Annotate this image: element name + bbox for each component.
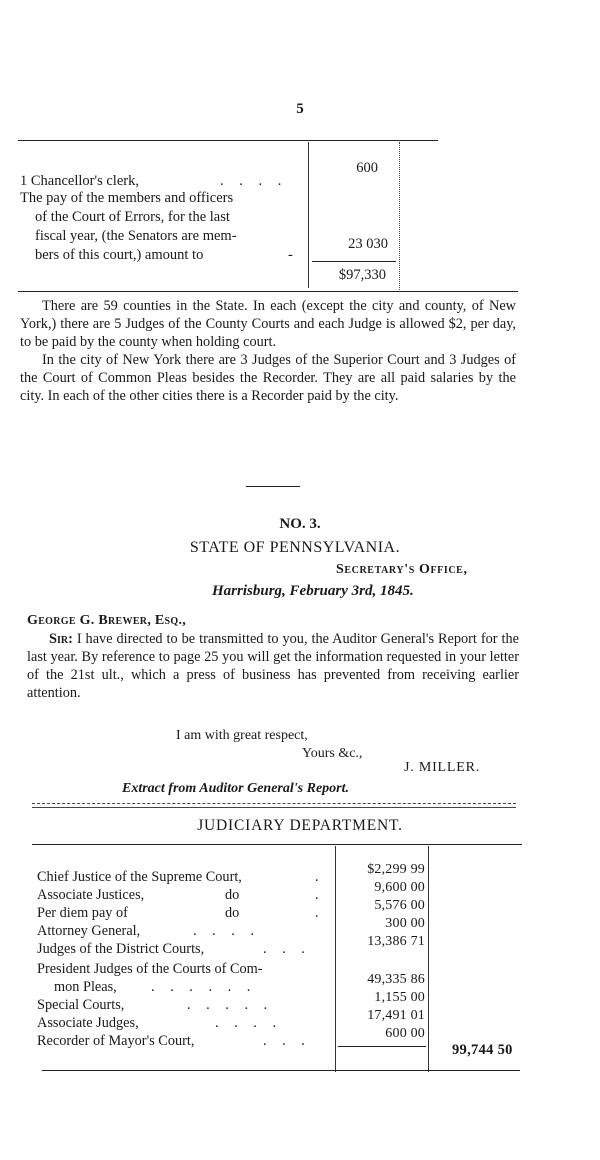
leader-dots: . . . . (193, 923, 261, 939)
row-label-line: fiscal year, (the Senators are mem- (35, 228, 237, 244)
letter-body (27, 630, 519, 702)
row-label: Per diem pay of (37, 905, 128, 921)
leader-dots: . . . . (220, 173, 288, 189)
judiciary-heading: JUDICIARY DEPARTMENT. (197, 817, 403, 834)
ditto-mark: do (225, 905, 240, 921)
leader-dots: . . . . . (187, 997, 274, 1013)
county-judges-text (20, 297, 516, 405)
heading-rule (32, 807, 516, 808)
table-column-dotted-line (399, 142, 400, 290)
leader-dots: . . . (263, 1033, 311, 1049)
table-row (37, 997, 325, 1015)
amount: $2,299 99 (367, 862, 425, 877)
extract-line: Extract from Auditor General's Report. (122, 781, 350, 796)
amount: 9,600 00 (374, 880, 425, 895)
row-label: mon Pleas, (54, 979, 117, 995)
row-label: Special Courts, (37, 997, 125, 1013)
amount: 13,386 71 (367, 934, 425, 949)
total-amount: $97,330 (338, 267, 386, 283)
addressee: George G. Brewer, Esq., (27, 613, 187, 628)
salutation: Sir: (49, 631, 73, 647)
sum-rule (338, 1046, 426, 1047)
bottom-rule (42, 1070, 520, 1071)
amount: 1,155 00 (374, 990, 425, 1005)
amount: 600 (356, 160, 378, 176)
table-row (37, 1015, 325, 1033)
document-number: NO. 3. (279, 516, 321, 532)
row-label: Judges of the District Courts, (37, 941, 205, 957)
leader-dots: . (315, 887, 319, 903)
amount: 300 00 (385, 916, 425, 931)
table-row (37, 923, 325, 941)
place-date: Harrisburg, February 3rd, 1845. (212, 583, 414, 599)
leader-dots: . . . (263, 941, 311, 957)
table-column-line (428, 846, 429, 1072)
page-number: 5 (296, 101, 304, 117)
table-row (20, 189, 310, 265)
amount: 600 00 (385, 1026, 425, 1041)
amount: 23 030 (348, 236, 388, 252)
heading-rule (32, 844, 522, 845)
letter-text: I have directed to be transmitted to you, the Auditor General's Report for the last year. By reference to page 25 you will get the information requested in your letter of the 21st ult., which a press of business has prevented from receiving earlier attention. (27, 631, 519, 701)
leader-dots: . (315, 869, 319, 885)
table-row (37, 1033, 325, 1051)
judiciary-total: 99,744 50 (452, 1042, 513, 1058)
table-row (37, 869, 325, 887)
row-label: Attorney General, (37, 923, 141, 939)
row-label-line: The pay of the members and officers (20, 190, 234, 206)
section-rule (18, 291, 518, 292)
top-rule (18, 140, 438, 141)
table-row (37, 961, 325, 979)
row-label: Chief Justice of the Supreme Court, (37, 869, 242, 885)
leader-dots: . (315, 905, 319, 921)
paragraph: There are 59 counties in the State. In each (except the city and county, of New York,) there are 5 Judges of the County Courts and each Judge is allowed $2, per day, to be paid by the county when holding court. (20, 298, 516, 350)
leader-dots: - (288, 247, 293, 263)
table-row (37, 887, 325, 905)
paragraph: In the city of New York there are 3 Judges of the Superior Court and 3 Judges of the Court of Common Pleas besides the Recorder. They are all paid salaries by the city. In each of the other cities there is a Recorder paid by the city. (20, 352, 516, 404)
table-row (37, 905, 325, 923)
state-heading: STATE OF PENNSYLVANIA. (189, 539, 401, 556)
amount: 5,576 00 (374, 898, 425, 913)
separator-rule (246, 486, 300, 487)
row-label: Associate Judges, (37, 1015, 139, 1031)
heading-rule (32, 803, 516, 804)
signature: J. MILLER. (404, 760, 481, 775)
leader-dots: . . . . (215, 1015, 283, 1031)
table-row (37, 941, 325, 959)
table-row (37, 979, 342, 997)
row-label-line: of the Court of Errors, for the last (35, 209, 230, 225)
office-line: Secretary's Office, (336, 562, 468, 577)
closing-line: I am with great respect, (176, 728, 308, 743)
row-label: Associate Justices, (37, 887, 145, 903)
amount: 17,491 01 (367, 1008, 425, 1023)
row-label: 1 Chancellor's clerk, (20, 173, 139, 189)
closing-line: Yours &c., (302, 746, 363, 761)
amount: 49,335 86 (367, 972, 425, 987)
ditto-mark: do (225, 887, 240, 903)
row-label: President Judges of the Courts of Com- (37, 961, 263, 977)
sum-rule (312, 261, 396, 262)
leader-dots: . . . . . . (151, 979, 257, 995)
row-label: Recorder of Mayor's Court, (37, 1033, 195, 1049)
row-label-line: bers of this court,) amount to (35, 247, 204, 263)
